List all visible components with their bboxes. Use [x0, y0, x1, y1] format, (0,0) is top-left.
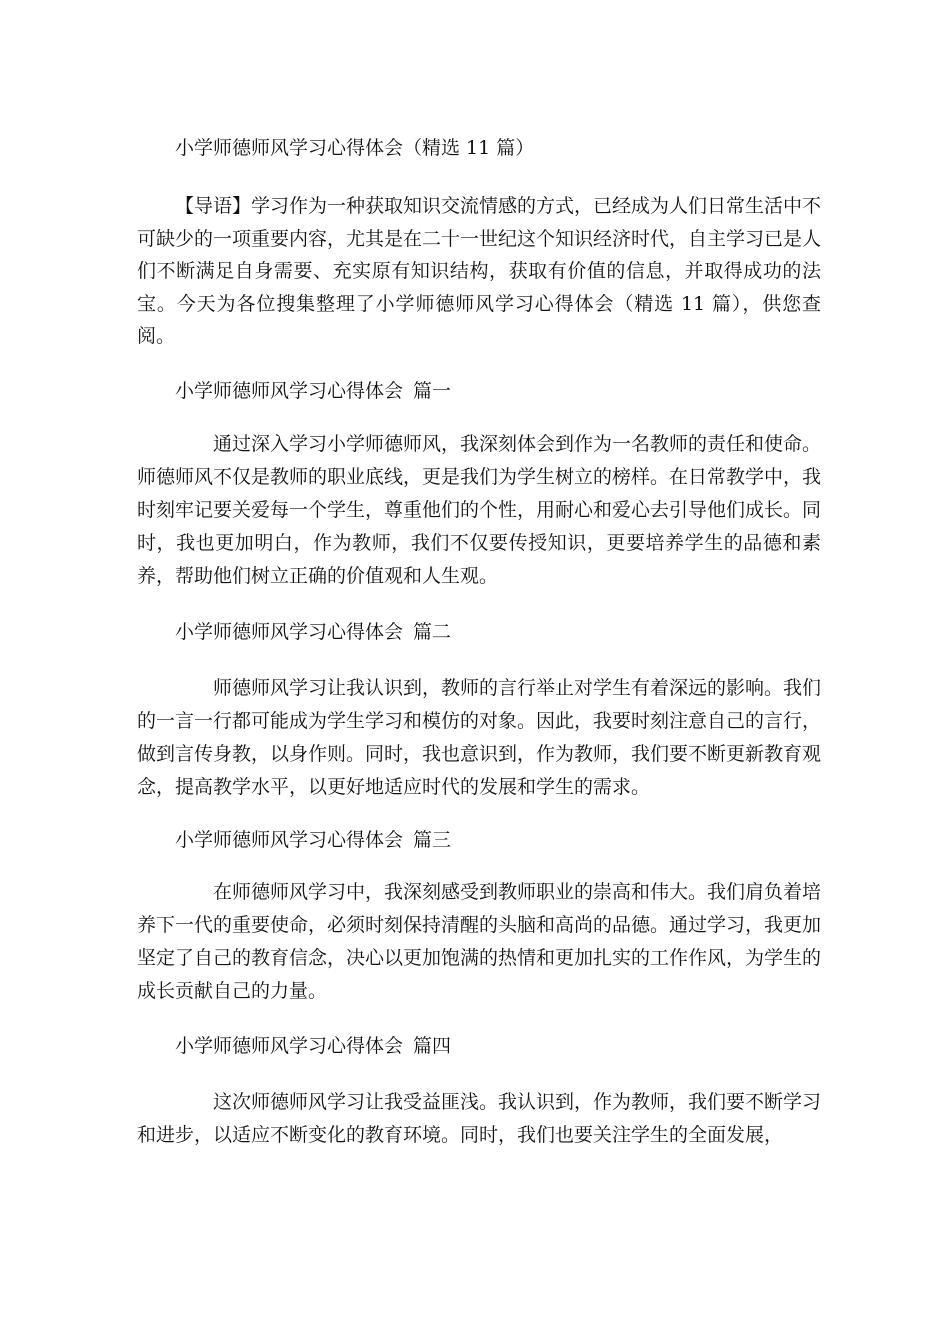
section-label: 篇一 [413, 380, 452, 402]
intro-paragraph: 【导语】学习作为一种获取知识交流情感的方式，已经成为人们日常生活中不可缺少的一项重要内容，尤其是在二十一世纪这个知识经济时代，自主学习已是人们不断满足自身需要、充实原有知识结构，获取有价值的信息，并取得成功的法宝。今天为各位搜集整理了小学师德师风学习心得体会（精选 11 篇），供您查阅。 [137, 195, 822, 347]
section-body-2: 师德师风学习让我认识到，教师的言行举止对学生有着深远的影响。我们的一言一行都可能成为学生学习和模仿的对象。因此，我要时刻注意自己的言行，做到言传身教，以身作则。同时，我也意识到，作为教师，我们要不断更新教育观念，提高教学水平，以更好地适应时代的发展和学生的需求。 [137, 677, 822, 798]
section-label: 篇四 [413, 1035, 452, 1057]
section-heading-3 [175, 826, 451, 854]
section-heading-text: 小学师德师风学习心得体会 [175, 829, 404, 851]
section-heading-4 [175, 1032, 451, 1060]
document-title: 小学师德师风学习心得体会（精选 11 篇） [175, 137, 535, 159]
section-heading-1 [175, 377, 451, 405]
section-body-4: 这次师德师风学习让我受益匪浅。我认识到，作为教师，我们要不断学习和进步，以适应不断变化的教育环境。同时，我们也要关注学生的全面发展， [137, 1091, 822, 1146]
section-label: 篇二 [413, 621, 452, 643]
section-body-3: 在师德师风学习中，我深刻感受到教师职业的崇高和伟大。我们肩负着培养下一代的重要使命，必须时刻保持清醒的头脑和高尚的品德。通过学习，我更加坚定了自己的教育信念，决心以更加饱满的热情和更加扎实的工作作风，为学生的成长贡献自己的力量。 [137, 881, 822, 1002]
section-heading-text: 小学师德师风学习心得体会 [175, 380, 404, 402]
section-heading-text: 小学师德师风学习心得体会 [175, 1035, 404, 1057]
section-heading-text: 小学师德师风学习心得体会 [175, 621, 404, 643]
section-label: 篇三 [413, 829, 452, 851]
section-body-1: 通过深入学习小学师德师风，我深刻体会到作为一名教师的责任和使命。师德师风不仅是教师的职业底线，更是我们为学生树立的榜样。在日常教学中，我时刻牢记要关爱每一个学生，尊重他们的个性，用耐心和爱心去引导他们成长。同时，我也更加明白，作为教师，我们不仅要传授知识，更要培养学生的品德和素养，帮助他们树立正确的价值观和人生观。 [137, 433, 822, 587]
section-heading-2 [175, 618, 451, 646]
